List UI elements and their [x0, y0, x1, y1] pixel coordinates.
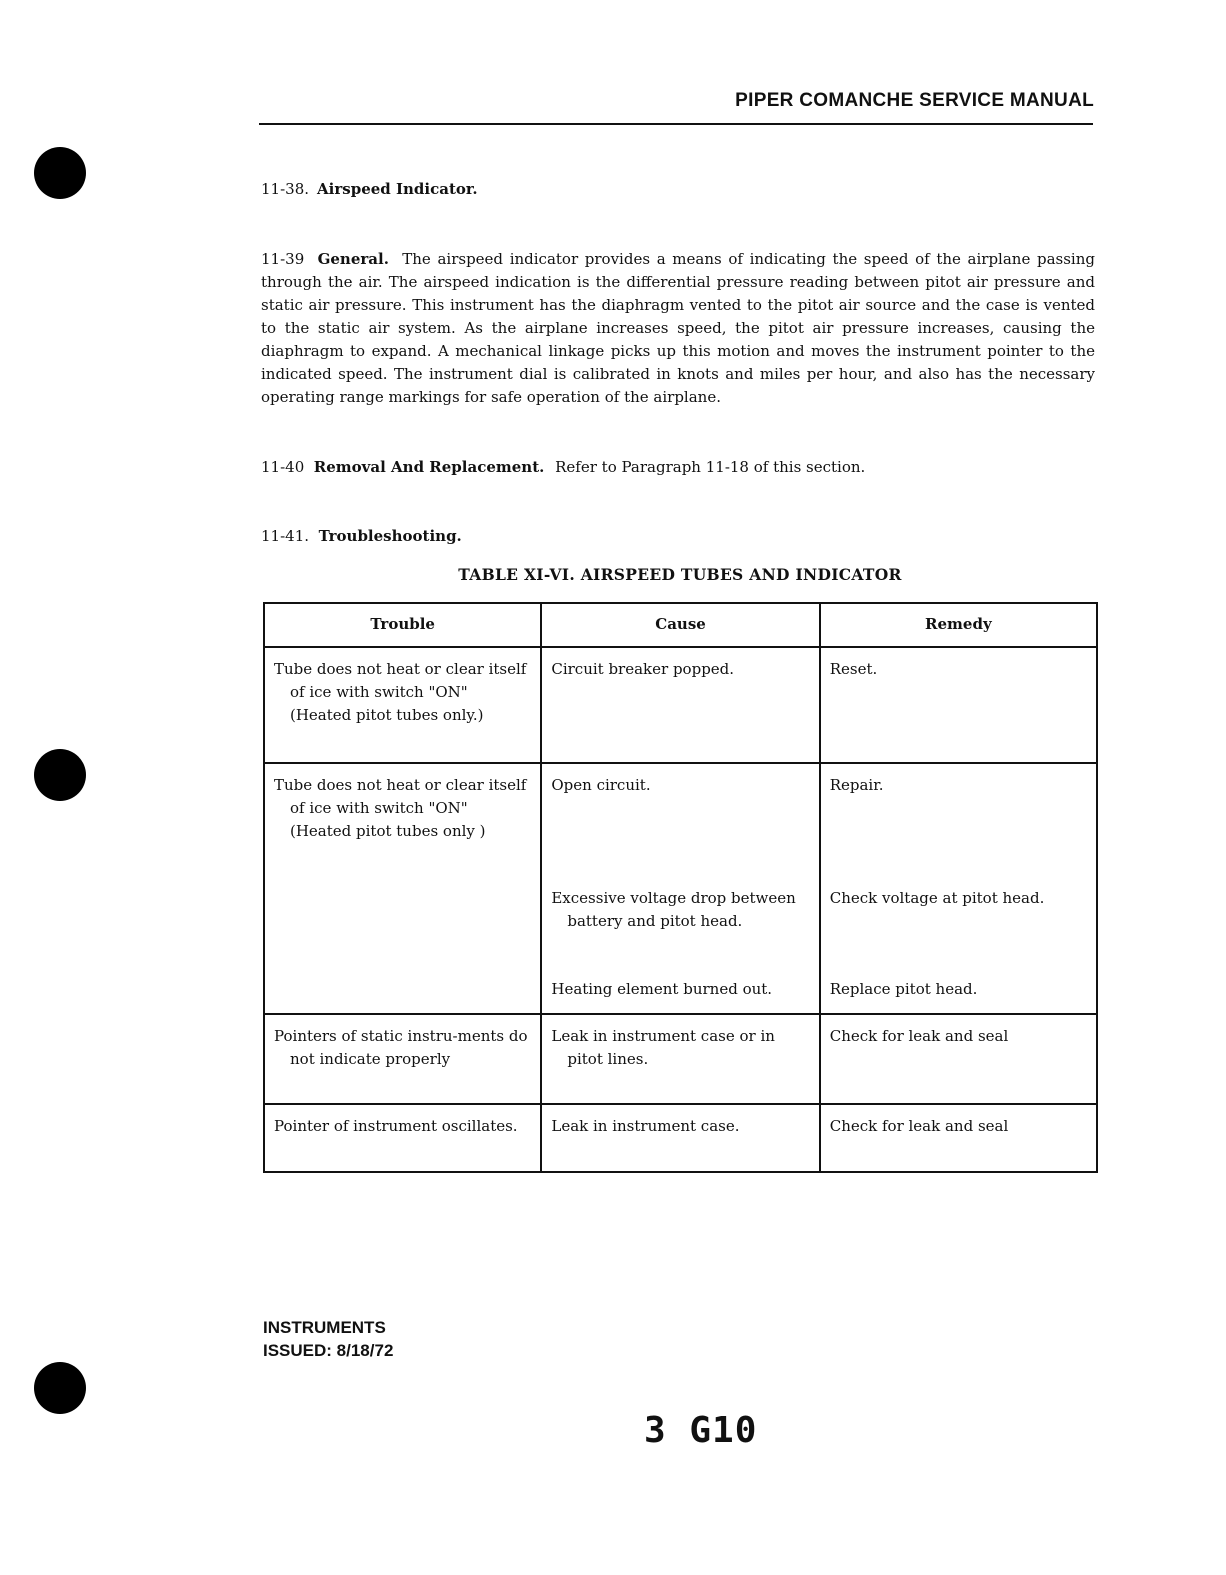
trouble-cell: Tube does not heat or clear itself of ice with switch "ON" (Heated pitot tubes only ): [264, 763, 541, 1014]
binder-hole-bottom: [34, 1362, 86, 1414]
table-title: TABLE XI-VI. AIRSPEED TUBES AND INDICATOR: [458, 565, 902, 584]
table-row: [264, 1104, 1097, 1172]
table-row: [264, 763, 1097, 877]
section-number: 11-41.: [261, 527, 310, 545]
table-row: [264, 647, 1097, 763]
remedy-cell: Check for leak and seal: [820, 1104, 1097, 1172]
section-title: General.: [317, 250, 389, 268]
section-number: 11-39: [261, 250, 305, 268]
header-rule: [259, 123, 1093, 125]
footer-block: [263, 1316, 393, 1362]
section-number: 11-38.: [261, 180, 310, 198]
section-number: 11-40: [261, 458, 305, 476]
cause-cell: Excessive voltage drop between battery and pitot head.: [541, 877, 819, 968]
cause-cell: Circuit breaker popped.: [541, 647, 819, 763]
column-header-remedy: Remedy: [820, 603, 1097, 647]
cause-cell: Leak in instrument case or in pitot lines.: [541, 1014, 819, 1104]
table-row: [264, 1014, 1097, 1104]
column-header-trouble: Trouble: [264, 603, 541, 647]
remedy-cell: Check voltage at pitot head.: [820, 877, 1097, 968]
section-11-39: [261, 248, 1095, 409]
section-title: Removal And Replacement.: [313, 458, 545, 476]
remedy-cell: Check for leak and seal: [820, 1014, 1097, 1104]
remedy-cell: Repair.: [820, 763, 1097, 877]
section-text: The airspeed indicator provides a means of indicating the speed of the airplane passing through the air. The airspeed indication is the differential pressure reading between pitot air pressure and static air pressure. This instrument has the diaphragm vented to the pitot air source and the case is vented to the static air system. As the airplane increases speed, the pitot air pressure increases, causing the diaphragm to expand. A mechanical linkage picks up this motion and moves the instrument pointer to the indicated speed. The instrument dial is calibrated in knots and miles per hour, and also has the necessary operating range markings for safe operation of the airplane.: [261, 250, 1095, 406]
column-header-cause: Cause: [541, 603, 819, 647]
binder-hole-top: [34, 147, 86, 199]
manual-title: PIPER COMANCHE SERVICE MANUAL: [735, 90, 1094, 111]
section-11-38: [261, 178, 1095, 201]
section-text: Refer to Paragraph 11-18 of this section.: [555, 458, 866, 476]
page-content: [261, 178, 1095, 548]
section-title: Airspeed Indicator.: [317, 180, 478, 198]
trouble-cell: Tube does not heat or clear itself of ice with switch "ON" (Heated pitot tubes only.): [264, 647, 541, 763]
troubleshooting-table: [263, 602, 1098, 1173]
remedy-cell: Reset.: [820, 647, 1097, 763]
cause-cell: Heating element burned out.: [541, 968, 819, 1014]
section-title: Troubleshooting.: [318, 527, 462, 545]
footer-issued-date: ISSUED: 8/18/72: [263, 1341, 394, 1360]
binder-hole-middle: [34, 749, 86, 801]
remedy-cell: Replace pitot head.: [820, 968, 1097, 1014]
table-header-row: [264, 603, 1097, 647]
section-11-41: [261, 525, 1095, 548]
section-11-40: [261, 456, 1095, 479]
trouble-cell: Pointer of instrument oscillates.: [264, 1104, 541, 1172]
page-code: 3 G10: [644, 1410, 758, 1451]
trouble-cell: Pointers of static instru-ments do not indicate properly: [264, 1014, 541, 1104]
cause-cell: Open circuit.: [541, 763, 819, 877]
cause-cell: Leak in instrument case.: [541, 1104, 819, 1172]
footer-section-name: INSTRUMENTS: [263, 1318, 386, 1337]
